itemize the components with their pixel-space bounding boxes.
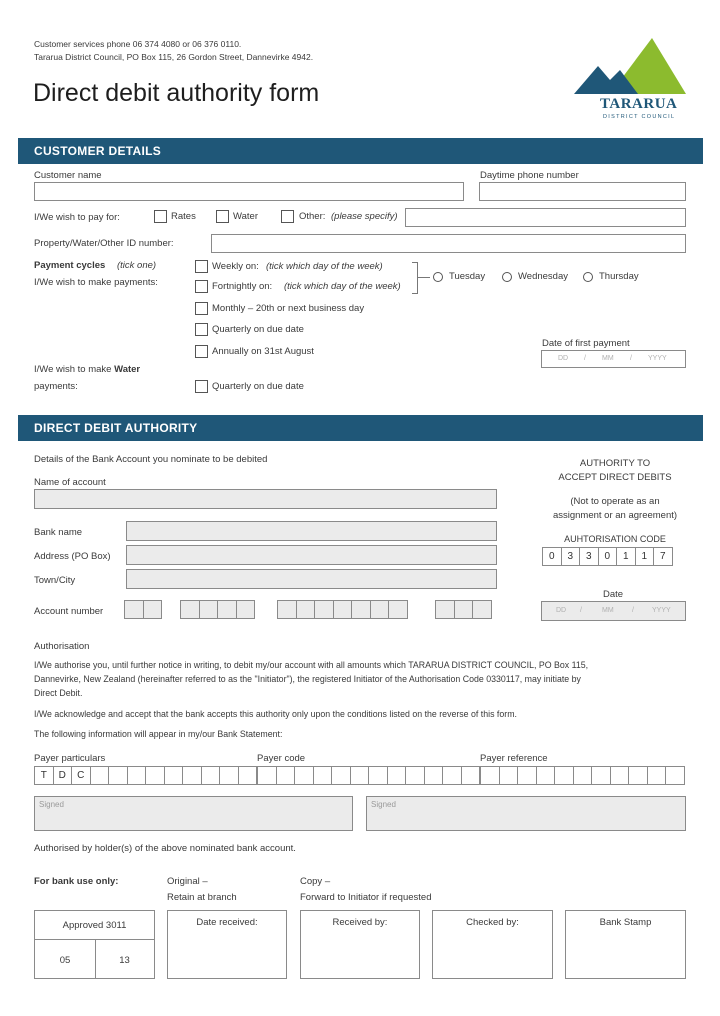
date-received-box[interactable]	[167, 910, 287, 979]
water-payments-label	[34, 364, 140, 375]
account-number-bank[interactable]	[125, 600, 162, 619]
char-cell[interactable]	[127, 766, 147, 785]
char-cell[interactable]	[238, 766, 258, 785]
approved-value-b: 13	[119, 955, 130, 966]
code-digit: 3	[561, 547, 581, 566]
other-checkbox[interactable]	[281, 210, 294, 223]
water-quarterly-label: Quarterly on due date	[212, 381, 304, 392]
char-cell[interactable]	[350, 766, 370, 785]
wednesday-radio[interactable]	[502, 272, 512, 282]
digit-cell[interactable]	[199, 600, 219, 619]
original-label: Original –	[167, 876, 208, 887]
payer-reference-label: Payer reference	[480, 753, 548, 764]
logo-name: TARARUA	[600, 96, 678, 112]
code-digit: 1	[635, 547, 655, 566]
date-yyyy-placeholder: YYYY	[652, 607, 671, 614]
customer-name-field[interactable]	[34, 182, 464, 201]
not-operate-line-1: (Not to operate as an	[570, 496, 660, 507]
annually-checkbox[interactable]	[195, 345, 208, 358]
approved-label: Approved 3011	[62, 920, 127, 931]
not-operate-line-2: assignment or an agreement)	[552, 510, 678, 521]
char-cell[interactable]	[257, 766, 277, 785]
bracket-line	[418, 277, 430, 278]
authorisation-heading: Authorisation	[34, 641, 90, 652]
town-label: Town/City	[34, 575, 76, 586]
digit-cell[interactable]	[333, 600, 353, 619]
char-cell: D	[53, 766, 73, 785]
weekly-checkbox[interactable]	[195, 260, 208, 273]
char-cell[interactable]	[442, 766, 462, 785]
authorisation-paragraph-line-3: Direct Debit.	[34, 688, 83, 698]
make-payments-label: I/We wish to make payments:	[34, 277, 158, 288]
digit-cell[interactable]	[435, 600, 455, 619]
bank-use-label: For bank use only:	[34, 876, 119, 887]
acknowledge-paragraph: I/We acknowledge and accept that the bank accepts this authority only upon the conditions listed on the reverse of this form.	[34, 709, 517, 719]
date-received-label: Date received:	[196, 917, 258, 928]
char-cell[interactable]	[368, 766, 388, 785]
char-cell[interactable]	[573, 766, 593, 785]
char-cell[interactable]	[90, 766, 110, 785]
rates-label: Rates	[171, 211, 196, 222]
date-yyyy-placeholder: YYYY	[648, 355, 667, 362]
tararua-logo	[572, 36, 690, 124]
char-cell[interactable]	[276, 766, 296, 785]
char-cell[interactable]	[294, 766, 314, 785]
digit-cell[interactable]	[314, 600, 334, 619]
char-cell[interactable]	[554, 766, 574, 785]
signed-label: Signed	[371, 800, 396, 809]
payment-cycles-label: Payment cycles	[34, 260, 106, 271]
account-number-branch[interactable]	[181, 600, 255, 619]
date-slash: /	[584, 355, 586, 362]
digit-cell[interactable]	[277, 600, 297, 619]
thursday-label: Thursday	[599, 271, 639, 282]
id-number-field[interactable]	[211, 234, 686, 253]
section-title: DIRECT DEBIT AUTHORITY	[34, 421, 198, 435]
char-cell[interactable]	[628, 766, 648, 785]
account-number-account[interactable]	[278, 600, 408, 619]
water-payments-bold: Water	[114, 364, 141, 375]
weekly-hint: (tick which day of the week)	[266, 261, 383, 272]
authorisation-code	[543, 547, 673, 566]
char-cell[interactable]	[461, 766, 481, 785]
payer-code-label: Payer code	[257, 753, 306, 764]
date-slash: /	[580, 607, 582, 614]
other-label: Other:	[299, 211, 326, 222]
code-digit: 7	[653, 547, 673, 566]
char-cell[interactable]	[610, 766, 630, 785]
digit-cell[interactable]	[217, 600, 237, 619]
authorisation-paragraph-line-1: I/We authorise you, until further notice in writing, to debit my/our account with all amounts which TARARUA DISTRICT COUNCIL, PO Box 115,	[34, 660, 589, 670]
other-hint: (please specify)	[331, 211, 398, 222]
contact-line-1: Customer services phone 06 374 4080 or 06 376 0110.	[34, 39, 242, 49]
char-cell[interactable]	[665, 766, 685, 785]
account-name-label: Name of account	[34, 477, 106, 488]
pay-for-label: I/We wish to pay for:	[34, 212, 120, 223]
wednesday-label: Wednesday	[518, 271, 568, 282]
thursday-radio[interactable]	[583, 272, 593, 282]
id-number-label: Property/Water/Other ID number:	[34, 238, 174, 249]
account-number-label: Account number	[34, 606, 104, 617]
payer-code-field[interactable]	[258, 766, 480, 785]
digit-cell[interactable]	[180, 600, 200, 619]
logo-subtitle: DISTRICT COUNCIL	[603, 114, 676, 120]
char-cell[interactable]	[424, 766, 444, 785]
char-cell[interactable]	[164, 766, 184, 785]
char-cell[interactable]	[201, 766, 221, 785]
checked-by-label: Checked by:	[466, 917, 519, 928]
copy-label: Copy –	[300, 876, 331, 887]
authority-date-field[interactable]	[541, 601, 686, 621]
code-digit: 1	[616, 547, 636, 566]
digit-cell[interactable]	[370, 600, 390, 619]
bank-name-field[interactable]	[126, 521, 497, 541]
code-digit: 3	[579, 547, 599, 566]
char-cell: T	[34, 766, 54, 785]
forward-label: Forward to Initiator if requested	[300, 892, 432, 903]
tuesday-radio[interactable]	[433, 272, 443, 282]
char-cell[interactable]	[182, 766, 202, 785]
water-label: Water	[233, 211, 258, 222]
date-dd-placeholder: DD	[556, 607, 567, 614]
digit-cell[interactable]	[296, 600, 316, 619]
char-cell[interactable]	[499, 766, 519, 785]
approved-box	[34, 910, 155, 979]
fortnightly-checkbox[interactable]	[195, 280, 208, 293]
fortnightly-hint: (tick which day of the week)	[284, 281, 401, 292]
payer-reference-field[interactable]	[481, 766, 685, 785]
bank-stamp-label: Bank Stamp	[599, 917, 652, 928]
water-checkbox[interactable]	[216, 210, 229, 223]
town-field[interactable]	[126, 569, 497, 589]
payment-cycles-hint: (tick one)	[117, 260, 157, 271]
payer-particulars-field[interactable]	[35, 766, 257, 785]
water-payments-text: I/We wish to make	[34, 364, 112, 375]
weekly-label: Weekly on:	[212, 261, 259, 272]
char-cell[interactable]	[145, 766, 165, 785]
annually-label: Annually on 31st August	[212, 346, 314, 357]
bank-name-label: Bank name	[34, 527, 83, 538]
digit-cell[interactable]	[143, 600, 163, 619]
char-cell[interactable]	[591, 766, 611, 785]
date-slash: /	[630, 355, 632, 362]
received-by-label: Received by:	[332, 917, 388, 928]
checked-by-box[interactable]	[432, 910, 553, 979]
code-digit: 0	[542, 547, 562, 566]
contact-line-2: Tararua District Council, PO Box 115, 26 Gordon Street, Dannevirke 4942.	[34, 52, 314, 62]
digit-cell[interactable]	[124, 600, 144, 619]
char-cell[interactable]	[219, 766, 239, 785]
char-cell[interactable]	[647, 766, 667, 785]
rates-checkbox[interactable]	[154, 210, 167, 223]
water-quarterly-checkbox[interactable]	[195, 380, 208, 393]
digit-cell[interactable]	[388, 600, 408, 619]
authorised-by-label: Authorised by holder(s) of the above nominated bank account.	[34, 843, 296, 854]
digit-cell[interactable]	[236, 600, 256, 619]
authorisation-paragraph-line-2: Dannevirke, New Zealand (hereinafter referred to as the "Initiator"), the registered Initiator of the Authorisation Code 0330117, may initiate by	[34, 674, 581, 684]
account-number-suffix[interactable]	[436, 600, 492, 619]
date-slash: /	[632, 607, 634, 614]
other-specify-field[interactable]	[405, 208, 686, 227]
page-title: Direct debit authority form	[33, 79, 320, 107]
payer-particulars-label: Payer particulars	[34, 753, 106, 764]
char-cell[interactable]	[480, 766, 500, 785]
char-cell[interactable]	[331, 766, 351, 785]
section-title: CUSTOMER DETAILS	[34, 144, 162, 158]
quarterly-label: Quarterly on due date	[212, 324, 304, 335]
date-mm-placeholder: MM	[602, 355, 614, 362]
first-payment-date-field[interactable]	[541, 350, 686, 368]
direct-debit-authority-header	[18, 415, 703, 441]
char-cell[interactable]	[108, 766, 128, 785]
mountain-logo-icon	[572, 36, 690, 96]
fortnightly-label: Fortnightly on:	[212, 281, 273, 292]
water-payments-label-2: payments:	[34, 381, 78, 392]
phone-field[interactable]	[479, 182, 686, 201]
accept-line-2: ACCEPT DIRECT DEBITS	[558, 472, 672, 483]
authorisation-code-label: AUHTORISATION CODE	[564, 534, 666, 544]
account-details-label: Details of the Bank Account you nominate to be debited	[34, 454, 268, 465]
char-cell[interactable]	[387, 766, 407, 785]
customer-name-label: Customer name	[34, 170, 102, 181]
phone-label: Daytime phone number	[480, 170, 579, 181]
signature-field-1[interactable]	[34, 796, 353, 831]
received-by-box[interactable]	[300, 910, 420, 979]
digit-cell[interactable]	[351, 600, 371, 619]
address-label: Address (PO Box)	[34, 551, 111, 562]
code-digit: 0	[598, 547, 618, 566]
date-dd-placeholder: DD	[558, 355, 569, 362]
digit-cell[interactable]	[472, 600, 492, 619]
digit-cell[interactable]	[454, 600, 474, 619]
statement-info-paragraph: The following information will appear in my/our Bank Statement:	[34, 729, 283, 739]
bank-stamp-box[interactable]	[565, 910, 686, 979]
customer-details-header	[18, 138, 703, 164]
char-cell[interactable]	[517, 766, 537, 785]
address-field[interactable]	[126, 545, 497, 565]
signed-label: Signed	[39, 800, 64, 809]
monthly-label: Monthly – 20th or next business day	[212, 303, 365, 314]
char-cell[interactable]	[405, 766, 425, 785]
authority-date-label: Date	[602, 589, 624, 600]
quarterly-checkbox[interactable]	[195, 323, 208, 336]
accept-line-1: AUTHORITY TO	[579, 458, 651, 469]
date-mm-placeholder: MM	[602, 607, 614, 614]
approved-value-a: 05	[59, 955, 71, 966]
monthly-checkbox[interactable]	[195, 302, 208, 315]
signature-field-2[interactable]	[366, 796, 686, 831]
char-cell[interactable]	[313, 766, 333, 785]
first-payment-label: Date of first payment	[542, 338, 630, 349]
retain-label: Retain at branch	[167, 892, 237, 903]
char-cell: C	[71, 766, 91, 785]
day-bracket	[412, 262, 418, 294]
tuesday-label: Tuesday	[449, 271, 486, 282]
char-cell[interactable]	[536, 766, 556, 785]
account-name-field[interactable]	[34, 489, 497, 509]
